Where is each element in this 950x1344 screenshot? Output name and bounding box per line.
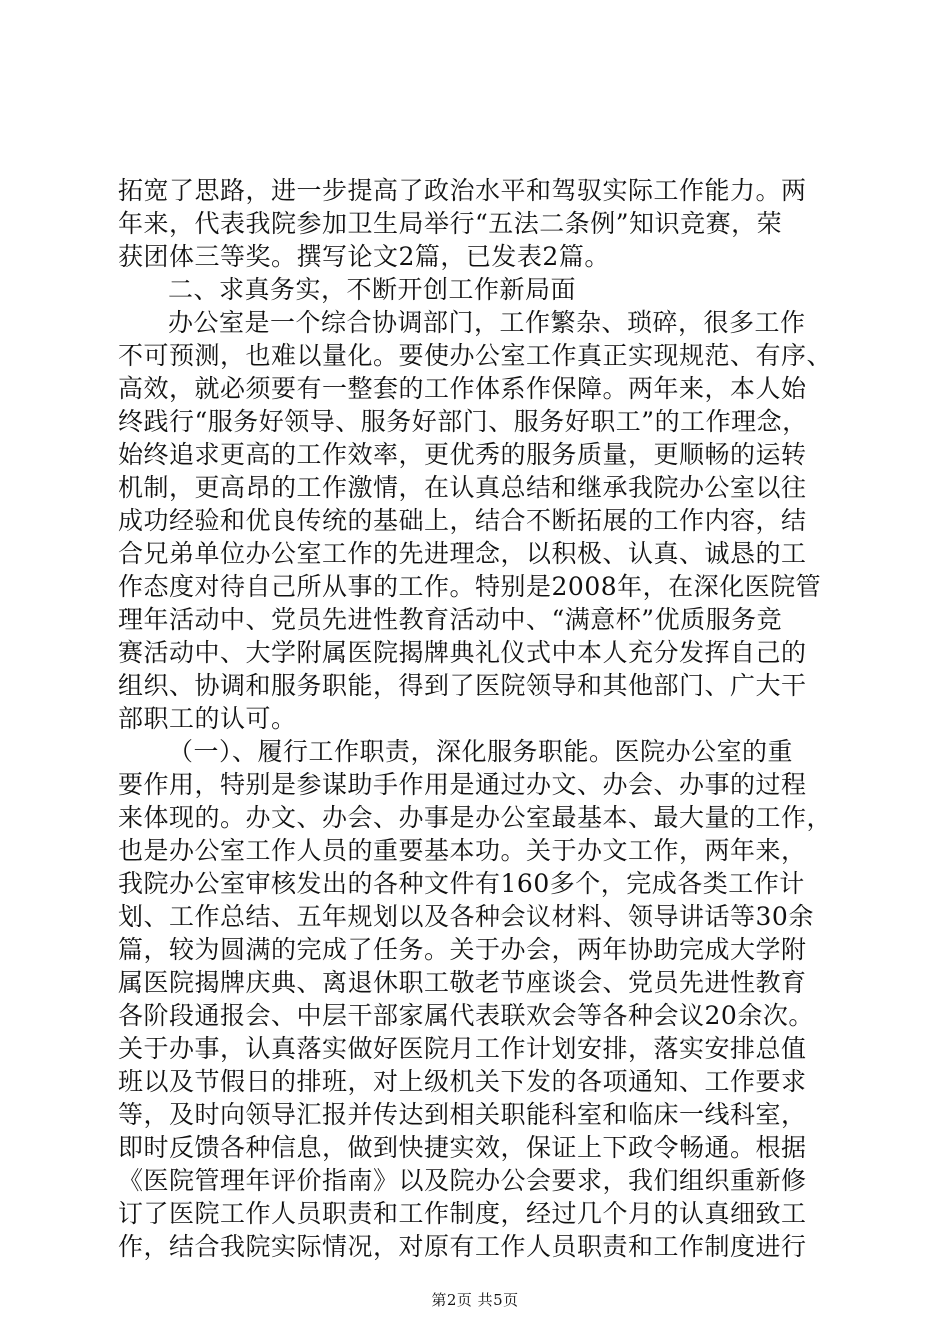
body-line: 办公室是一个综合协调部门，工作繁杂、琐碎，很多工作 — [168, 308, 806, 337]
body-line: 也是办公室工作人员的重要基本功。关于办文工作，两年来， — [118, 836, 807, 865]
body-line: 不可预测，也难以量化。要使办公室工作真正实现规范、有序、 — [118, 341, 833, 370]
body-line: 年来，代表我院参加卫生局举行“五法二条例”知识竞赛，荣 — [118, 209, 783, 238]
body-line: 划、工作总结、五年规划以及各种会议材料、领导讲话等30余 — [118, 902, 814, 931]
body-line: 终践行“服务好领导、服务好部门、服务好职工”的工作理念， — [118, 407, 808, 436]
body-line: 组织、协调和服务职能，得到了医院领导和其他部门、广大干 — [118, 671, 807, 700]
body-line: 高效，就必须要有一整套的工作体系作保障。两年来，本人始 — [118, 374, 807, 403]
body-line: 即时反馈各种信息，做到快捷实效，保证上下政令畅通。根据 — [118, 1133, 807, 1162]
body-line: 班以及节假日的排班，对上级机关下发的各项通知、工作要求 — [118, 1067, 807, 1096]
body-line: 篇，较为圆满的完成了任务。关于办会，两年协助完成大学附 — [118, 935, 807, 964]
body-line: 理年活动中、党员先进性教育活动中、“满意杯”优质服务竞 — [118, 605, 783, 634]
body-line: 关于办事，认真落实做好医院月工作计划安排，落实安排总值 — [118, 1034, 807, 1063]
body-line: 来体现的。办文、办会、办事是办公室最基本、最大量的工作， — [118, 803, 833, 832]
page-number-footer: 第2页 共5页 — [431, 1291, 519, 1309]
body-line: 赛活动中、大学附属医院揭牌典礼仪式中本人充分发挥自己的 — [118, 638, 807, 667]
subsection-lead: （一）、履行工作职责，深化服务职能。医院办公室的重 — [168, 737, 794, 766]
body-line: 《医院管理年评价指南》以及院办公会要求，我们组织重新修 — [118, 1166, 807, 1195]
body-line: 作态度对待自己所从事的工作。特别是2008年，在深化医院管 — [118, 572, 822, 601]
body-line: 作，结合我院实际情况，对原有工作人员职责和工作制度进行 — [118, 1232, 807, 1261]
body-line: 获团体三等奖。撰写论文2篇，已发表2篇。 — [118, 242, 610, 271]
body-line: 成功经验和优良传统的基础上，结合不断拓展的工作内容，结 — [118, 506, 807, 535]
body-line: 等，及时向领导汇报并传达到相关职能科室和临床一线科室， — [118, 1100, 807, 1129]
body-line: 机制，更高昂的工作激情，在认真总结和继承我院办公室以往 — [118, 473, 807, 502]
body-line: 属医院揭牌庆典、离退休职工敬老节座谈会、党员先进性教育 — [118, 968, 807, 997]
body-line: 始终追求更高的工作效率，更优秀的服务质量，更顺畅的运转 — [118, 440, 807, 469]
body-line: 部职工的认可。 — [118, 704, 297, 733]
section-heading: 二、求真务实，不断开创工作新局面 — [168, 275, 577, 304]
body-line: 合兄弟单位办公室工作的先进理念，以积极、认真、诚恳的工 — [118, 539, 807, 568]
body-line: 各阶段通报会、中层干部家属代表联欢会等各种会议20余次。 — [118, 1001, 814, 1030]
body-line: 我院办公室审核发出的各种文件有160多个，完成各类工作计 — [118, 869, 805, 898]
body-line: 订了医院工作人员职责和工作制度，经过几个月的认真细致工 — [118, 1199, 807, 1228]
body-line: 拓宽了思路，进一步提高了政治水平和驾驭实际工作能力。两 — [118, 176, 807, 205]
body-line: 要作用，特别是参谋助手作用是通过办文、办会、办事的过程 — [118, 770, 807, 799]
